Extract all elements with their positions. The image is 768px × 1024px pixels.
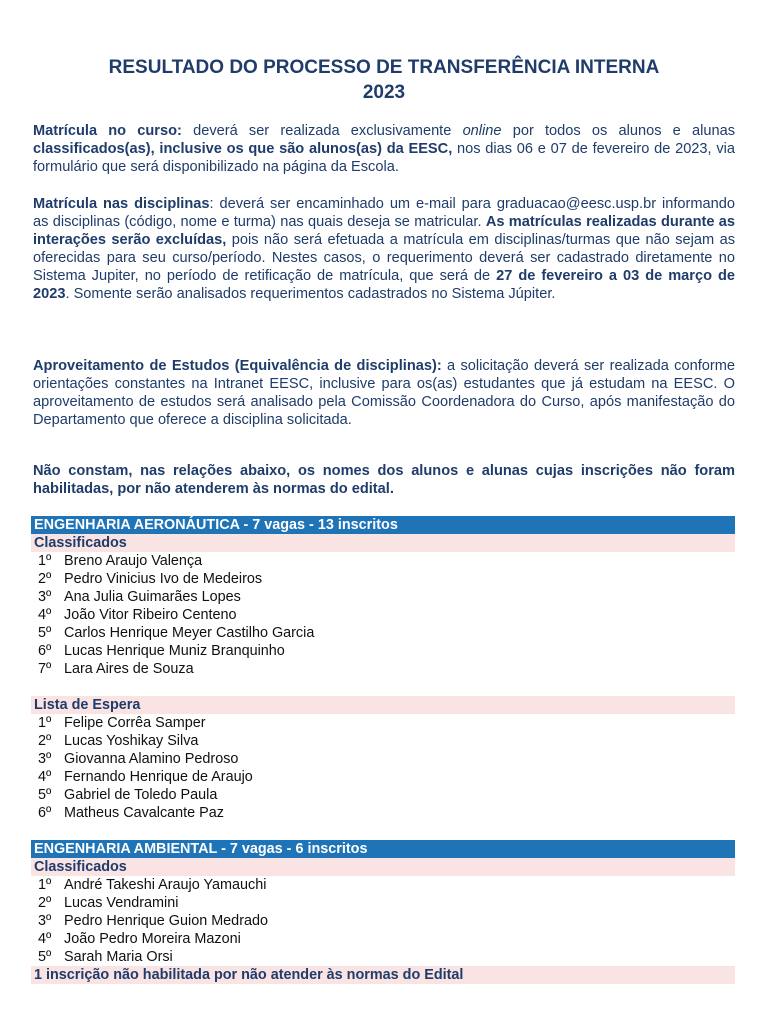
rank: 1º bbox=[38, 553, 52, 569]
rank: 7º bbox=[38, 661, 52, 677]
student-name: Fernando Henrique de Araujo bbox=[64, 769, 253, 785]
student-name: Lara Aires de Souza bbox=[64, 661, 194, 677]
list-item bbox=[38, 912, 268, 930]
list-item bbox=[38, 876, 268, 894]
matricula-disciplinas-text-2: pois não será efetuada a matrícula em disciplinas/turmas que não sejam as oferecidas para seu curso/período. Nestes casos, o requerimento deverá ser cadastrado diretamente no Sistema Jupiter, no período de retificação de matrícula, que será de bbox=[33, 232, 735, 284]
rank: 6º bbox=[38, 805, 52, 821]
rank: 1º bbox=[38, 715, 52, 731]
nao-habilitada-note: 1 inscrição não habilitada por não atender às normas do Edital bbox=[31, 966, 735, 984]
list-classificados-ambiental bbox=[38, 876, 268, 966]
rank: 5º bbox=[38, 625, 52, 641]
list-item bbox=[38, 624, 314, 642]
rank: 3º bbox=[38, 751, 52, 767]
document-title bbox=[0, 55, 768, 105]
list-classificados-aeronautica bbox=[38, 552, 314, 678]
student-name: Pedro Henrique Guion Medrado bbox=[64, 913, 268, 929]
student-name: Matheus Cavalcante Paz bbox=[64, 805, 224, 821]
rank: 2º bbox=[38, 895, 52, 911]
student-name: Lucas Yoshikay Silva bbox=[64, 733, 199, 749]
list-item bbox=[38, 642, 314, 660]
rank: 3º bbox=[38, 913, 52, 929]
list-item bbox=[38, 732, 253, 750]
list-espera-aeronautica bbox=[38, 714, 253, 822]
aproveitamento-label: Aproveitamento de Estudos (Equivalência de disciplinas): bbox=[33, 358, 442, 374]
list-item bbox=[38, 750, 253, 768]
rank: 2º bbox=[38, 733, 52, 749]
student-name: João Pedro Moreira Mazoni bbox=[64, 931, 241, 947]
subheader-classificados-ambiental: Classificados bbox=[31, 858, 735, 876]
matricula-disciplinas-label: Matrícula nas disciplinas bbox=[33, 196, 210, 212]
list-item bbox=[38, 930, 268, 948]
student-name: Carlos Henrique Meyer Castilho Garcia bbox=[64, 625, 315, 641]
student-name: Lucas Vendramini bbox=[64, 895, 179, 911]
list-item bbox=[38, 588, 314, 606]
student-name: Sarah Maria Orsi bbox=[64, 949, 173, 965]
paragraph-matricula-disciplinas bbox=[33, 195, 735, 303]
student-name: Giovanna Alamino Pedroso bbox=[64, 751, 239, 767]
matricula-curso-text-2: por todos os alunos e alunas bbox=[501, 123, 735, 139]
title-line-2: 2023 bbox=[362, 82, 406, 103]
rank: 3º bbox=[38, 589, 52, 605]
list-item bbox=[38, 894, 268, 912]
student-name: João Vitor Ribeiro Centeno bbox=[64, 607, 237, 623]
section-header-aeronautica: ENGENHARIA AERONÁUTICA - 7 vagas - 13 inscritos bbox=[31, 516, 735, 534]
matricula-curso-text-1: deverá ser realizada exclusivamente bbox=[181, 123, 463, 139]
list-item bbox=[38, 570, 314, 588]
student-name: Pedro Vinicius Ivo de Medeiros bbox=[64, 571, 263, 587]
rank: 4º bbox=[38, 931, 52, 947]
rank: 4º bbox=[38, 769, 52, 785]
aviso-text: Não constam, nas relações abaixo, os nomes dos alunos e alunas cujas inscrições não foram habilitadas, por não atenderem às normas do edital. bbox=[33, 463, 735, 497]
title-line-1: RESULTADO DO PROCESSO DE TRANSFERÊNCIA INTERNA bbox=[108, 57, 660, 78]
paragraph-matricula-curso bbox=[33, 122, 735, 176]
list-item bbox=[38, 552, 314, 570]
list-item bbox=[38, 948, 268, 966]
section-header-ambiental: ENGENHARIA AMBIENTAL - 7 vagas - 6 inscritos bbox=[31, 840, 735, 858]
matricula-disciplinas-text-3: . Somente serão analisados requerimentos cadastrados no Sistema Júpiter. bbox=[65, 286, 556, 302]
list-item bbox=[38, 804, 253, 822]
list-item bbox=[38, 768, 253, 786]
rank: 5º bbox=[38, 949, 52, 965]
subheader-lista-espera-aeronautica: Lista de Espera bbox=[31, 696, 735, 714]
rank: 5º bbox=[38, 787, 52, 803]
student-name: Gabriel de Toledo Paula bbox=[64, 787, 218, 803]
matricula-disciplinas-bold-2: 27 de fevereiro a 03 de março de 2023 bbox=[33, 268, 735, 302]
student-name: Ana Julia Guimarães Lopes bbox=[64, 589, 241, 605]
list-item bbox=[38, 660, 314, 678]
student-name: Felipe Corrêa Samper bbox=[64, 715, 206, 731]
paragraph-aproveitamento bbox=[33, 357, 735, 429]
student-name: Lucas Henrique Muniz Branquinho bbox=[64, 643, 285, 659]
matricula-curso-online: online bbox=[462, 123, 502, 139]
rank: 2º bbox=[38, 571, 52, 587]
matricula-curso-label: Matrícula no curso: bbox=[33, 123, 182, 139]
rank: 4º bbox=[38, 607, 52, 623]
matricula-disciplinas-bold-1: As matrículas realizadas durante as interações serão excluídas, bbox=[33, 214, 735, 248]
aproveitamento-text: a solicitação deverá ser realizada conforme orientações constantes na Intranet EESC, inclusive para os(as) estudantes que já estudam na EESC. O aproveitamento de estudos será analisado pela Comissão Coordenadora do Curso, após manifestação do Departamento que oferece a disciplina solicitada. bbox=[33, 358, 735, 428]
rank: 6º bbox=[38, 643, 52, 659]
list-item bbox=[38, 786, 253, 804]
student-name: André Takeshi Araujo Yamauchi bbox=[64, 877, 267, 893]
student-name: Breno Araujo Valença bbox=[64, 553, 203, 569]
list-item bbox=[38, 606, 314, 624]
matricula-disciplinas-text-1: : deverá ser encaminhado um e-mail para graduacao@eesc.usp.br informando as disciplinas (código, nome e turma) nas quais deseja se matricular. bbox=[33, 196, 735, 230]
matricula-curso-text-3: nos dias 06 e 07 de fevereiro de 2023, via formulário que será disponibilizado na página da Escola. bbox=[33, 141, 735, 175]
subheader-classificados-aeronautica: Classificados bbox=[31, 534, 735, 552]
matricula-curso-bold: classificados(as), inclusive os que são alunos(as) da EESC, bbox=[33, 141, 453, 157]
rank: 1º bbox=[38, 877, 52, 893]
list-item bbox=[38, 714, 253, 732]
